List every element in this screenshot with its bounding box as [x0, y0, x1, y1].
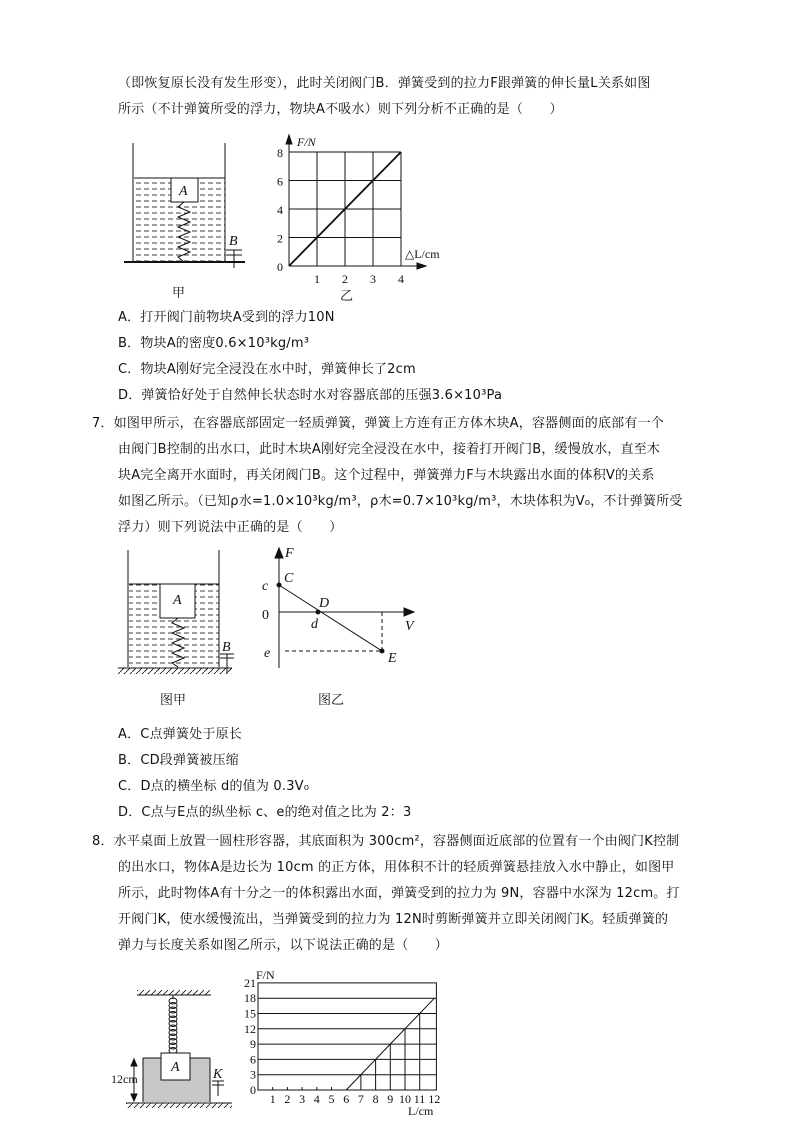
q7-line-3: 块A完全离开水面时，再关闭阀门B。这个过程中，弹簧弹力F与木块露出水面的体积V的关系: [118, 468, 655, 483]
q8-force-length-chart: [244, 968, 440, 1118]
q7-force-volume-graph: [262, 546, 415, 708]
q8-container-figure: [111, 990, 232, 1108]
x-tick-label: 4: [398, 272, 404, 286]
q7-line-2: 由阀门B控制的出水口，此时木块A刚好完全浸没在水中，接着打开阀门B，缓慢放水，直至木: [118, 442, 661, 457]
q6-line-2: 所示（不计弹簧所受的浮力，物块A不吸水）则下列分析不正确的是（ ）: [118, 102, 563, 117]
y-tick-label: 0: [277, 260, 283, 274]
svg-text:甲: 甲: [172, 286, 186, 301]
x-tick-label: 4: [313, 1092, 320, 1106]
x-tick-label: 1: [269, 1092, 276, 1106]
q6-option-d: D．弹簧恰好处于自然伸长状态时水对容器底部的压强3.6×10³Pa: [118, 388, 503, 403]
q6-line-1: （即恢复原长没有发生形变），此时关闭阀门B．弹簧受到的拉力F跟弹簧的伸长量L关系如图: [118, 76, 651, 91]
q7-line-4: 如图乙所示。（已知ρ水=1.0×10³kg/m³，ρ木=0.7×10³kg/m³，木块体积为V₀，不计弹簧所受: [118, 494, 683, 509]
svg-text:B: B: [229, 234, 238, 249]
figure-caption: 乙: [340, 289, 354, 304]
x-axis-arrow: [417, 263, 426, 269]
y-tick-label: 18: [244, 991, 256, 1006]
y-tick-label: 3: [250, 1067, 256, 1082]
q7-line-1: 7．如图甲所示，在容器底部固定一轻质弹簧，弹簧上方连有正方体木块A，容器侧面的底部有一个: [92, 416, 664, 431]
y-tick-label: 2: [277, 231, 283, 246]
q7-option-b: B．CD段弹簧被压缩: [118, 753, 240, 768]
y-axis-label: F/N: [297, 135, 316, 149]
y-tick-label: 6: [277, 174, 283, 189]
svg-text:d: d: [311, 617, 318, 632]
svg-text:e: e: [264, 646, 271, 661]
q8-line-3: 所示，此时物体A有十分之一的体积露出水面，弹簧受到的拉力为 9N，容器中水深为 12cm。打: [118, 886, 680, 901]
q7-option-a: A．C点弹簧处于原长: [118, 727, 242, 742]
svg-text:图甲: 图甲: [160, 693, 187, 708]
y-tick-label: 6: [250, 1052, 256, 1067]
y-tick-label: 0: [250, 1083, 256, 1097]
svg-text:图乙: 图乙: [318, 693, 345, 708]
x-tick-label: 9: [387, 1092, 394, 1106]
x-tick-label: 5: [328, 1092, 335, 1106]
x-tick-label: 10: [399, 1092, 411, 1106]
svg-text:F: F: [285, 546, 294, 561]
q8-line-4: 开阀门K，使水缓慢流出，当弹簧受到的拉力为 12N时剪断弹簧并立即关闭阀门K。轻质弹簧的: [118, 912, 669, 927]
svg-text:c: c: [262, 579, 269, 594]
q8-line-2: 的出水口，物体A是边长为 10cm 的正方体，用体积不计的轻质弹簧悬挂放入水中静止，如图甲: [118, 860, 675, 875]
q6-option-c: C．物块A刚好完全浸没在水中时，弹簧伸长了2cm: [118, 362, 416, 377]
svg-text:K: K: [213, 1067, 223, 1082]
x-tick-label: 1: [314, 272, 320, 286]
svg-text:A: A: [179, 184, 188, 199]
q7-option-d: D．C点与E点的纵坐标 c、e的绝对值之比为 2：3: [118, 805, 412, 820]
q7-option-c: C．D点的横坐标 d的值为 0.3V₀: [118, 779, 310, 794]
svg-text:E: E: [388, 651, 397, 666]
q6-option-a: A．打开阀门前物块A受到的浮力10N: [118, 310, 335, 325]
y-tick-label: 8: [277, 146, 283, 160]
svg-text:C: C: [284, 571, 294, 586]
q7-line-5: 浮力）则下列说法中正确的是（ ）: [118, 520, 343, 535]
y-tick-label: 21: [244, 975, 256, 990]
svg-text:12cm: 12cm: [111, 1072, 138, 1086]
q7-container-figure: [118, 550, 234, 708]
q6-container-figure: [124, 143, 245, 301]
x-tick-label: 2: [284, 1092, 291, 1106]
svg-text:0: 0: [262, 608, 269, 623]
x-tick-label: 3: [299, 1092, 306, 1106]
chart-frame: [258, 983, 436, 1090]
svg-text:A: A: [173, 593, 182, 608]
q6-option-b: B．物块A的密度0.6×10³kg/m³: [118, 336, 310, 351]
y-tick-label: 9: [250, 1037, 256, 1052]
y-tick-label: 12: [244, 1021, 256, 1036]
x-tick-label: 2: [342, 272, 348, 286]
x-axis-label: L/cm: [408, 1104, 434, 1118]
q6-force-extension-chart: [277, 135, 440, 304]
x-tick-label: 8: [372, 1092, 379, 1106]
x-tick-label: 3: [370, 272, 376, 286]
x-tick-label: 7: [357, 1092, 364, 1106]
svg-text:B: B: [222, 640, 231, 655]
y-axis-label: F/N: [256, 967, 275, 982]
y-tick-label: 15: [244, 1006, 256, 1021]
svg-text:V: V: [405, 619, 414, 634]
y-axis-arrow: [286, 135, 292, 144]
x-tick-label: 12: [428, 1092, 441, 1106]
x-axis-label: △L/cm: [405, 247, 440, 261]
svg-text:D: D: [319, 596, 330, 611]
svg-text:A: A: [171, 1060, 180, 1075]
q8-line-5: 弹力与长度关系如图乙所示，以下说法正确的是（ ）: [118, 938, 449, 953]
y-tick-label: 4: [277, 203, 283, 217]
x-tick-label: 6: [343, 1092, 350, 1106]
x-tick-label: 11: [413, 1092, 426, 1106]
q8-line-1: 8．水平桌面上放置一圆柱形容器，其底面积为 300cm²，容器侧面近底部的位置有一个由阀门K控制: [92, 834, 680, 849]
